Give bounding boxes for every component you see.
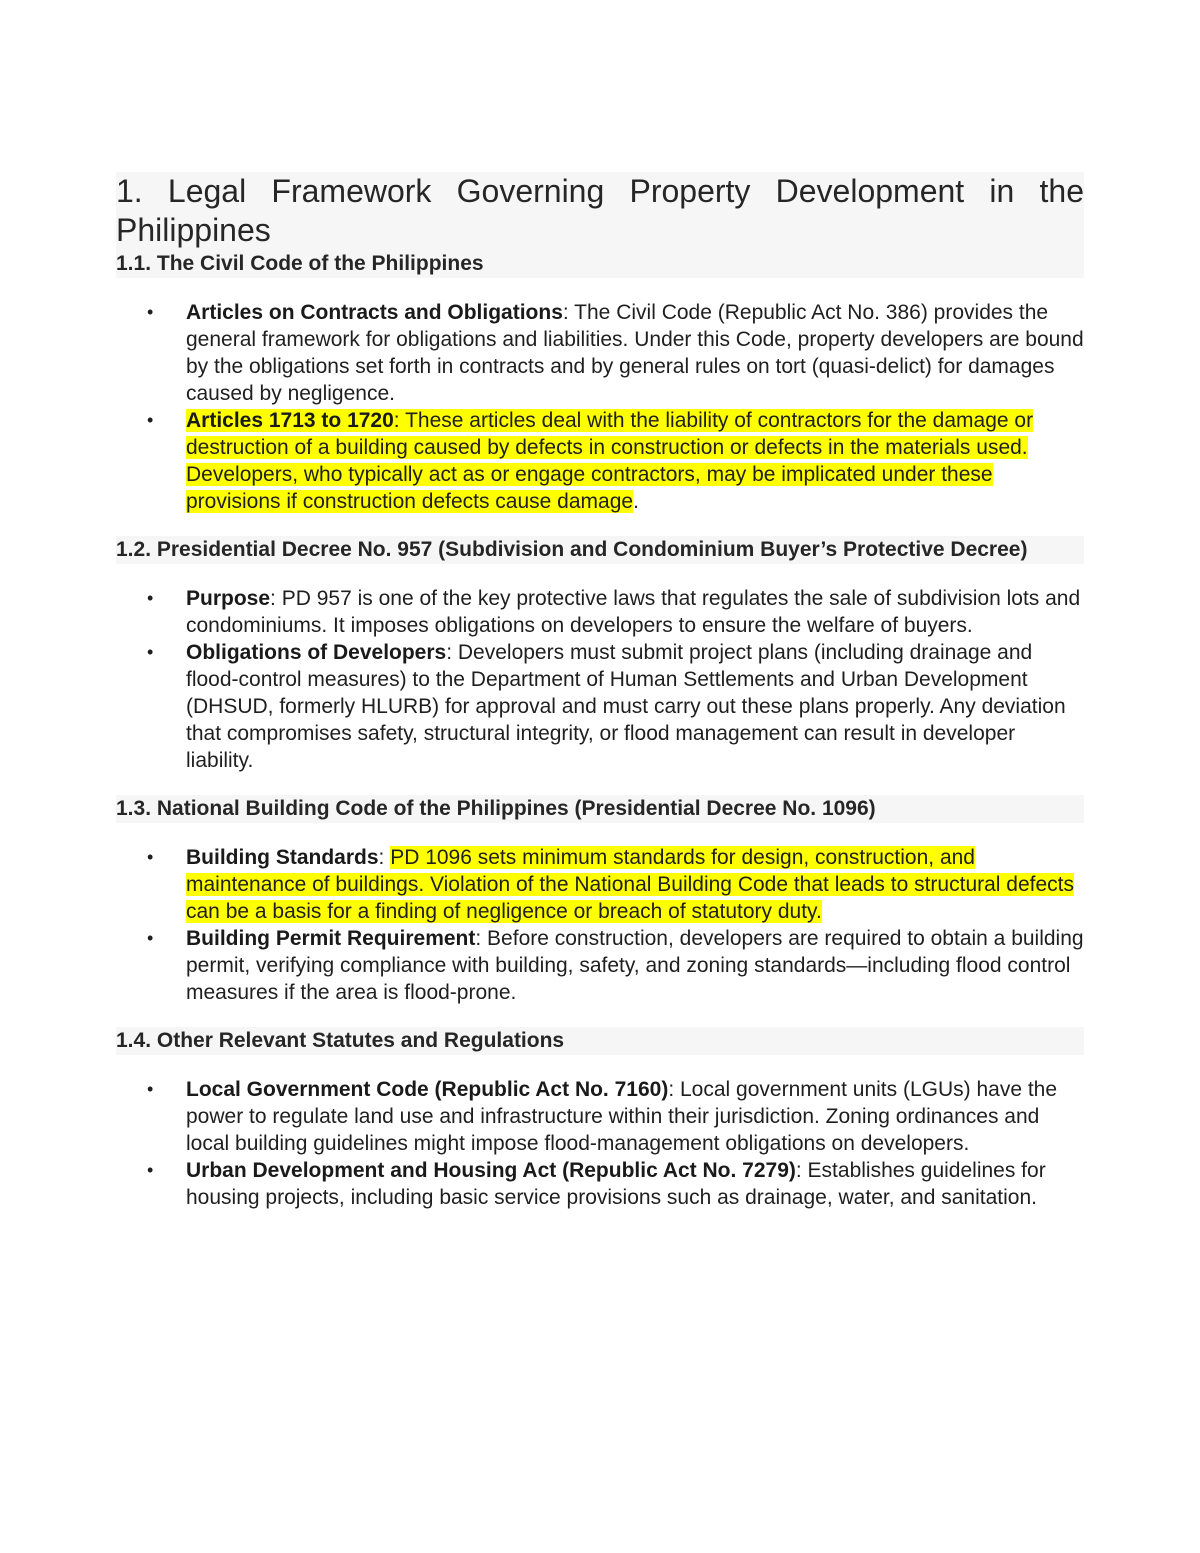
section-heading-1-3: 1.3. National Building Code of the Philippines (Presidential Decree No. 1096) [116, 797, 876, 820]
bullet-icon: • [147, 1079, 154, 1099]
section-heading-1-4: 1.4. Other Relevant Statutes and Regulations [116, 1029, 565, 1052]
item-term: Building Standards [186, 846, 379, 869]
item-term: Articles 1713 to 1720 [186, 409, 394, 432]
item-term: Obligations of Developers [186, 641, 447, 664]
document-page [116, 172, 1084, 1211]
section-heading-block [116, 536, 1084, 564]
bullet-icon: • [147, 642, 154, 662]
list-item [116, 639, 1084, 774]
section-1-3-list [116, 844, 1084, 1006]
list-item [116, 299, 1084, 407]
item-text: : Developers must submit project plans (including drainage and flood-control measures) to the Department of Human Settlements and Urban Development (DHSUD, formerly HLURB) for approval and must carry out these plans properly. Any deviation that compromises safety, structural integrity, or flood management can result in developer liability. [186, 641, 1066, 772]
item-term: Building Permit Requirement [186, 927, 476, 950]
section-1-1-list [116, 299, 1084, 515]
item-text: : Establishes guidelines for housing projects, including basic service provisions such as drainage, water, and sanitation. [186, 1159, 1046, 1209]
bullet-icon: • [147, 588, 154, 608]
list-item [116, 407, 1084, 515]
bullet-icon: • [147, 410, 154, 430]
section-1-4-list [116, 1076, 1084, 1211]
item-text: : Before construction, developers are required to obtain a building permit, verifying compliance with building, safety, and zoning standards—including flood control measures if the area is flood-prone. [186, 927, 1084, 1004]
item-text: : Local government units (LGUs) have the power to regulate land use and infrastructure within their jurisdiction. Zoning ordinances and local building guidelines might impose flood-management obligations on developers. [186, 1078, 1058, 1155]
list-item [116, 925, 1084, 1006]
section-heading-1-1: 1.1. The Civil Code of the Philippines [116, 252, 484, 275]
item-text: : PD 957 is one of the key protective laws that regulates the sale of subdivision lots and condominiums. It imposes obligations on developers to ensure the welfare of buyers. [186, 587, 1081, 637]
item-term: Local Government Code (Republic Act No. 7160) [186, 1078, 669, 1101]
item-term: Urban Development and Housing Act (Republic Act No. 7279) [186, 1159, 796, 1182]
section-heading-block [116, 795, 1084, 823]
section-heading-1-2: 1.2. Presidential Decree No. 957 (Subdivision and Condominium Buyer’s Protective Decree) [116, 538, 1028, 561]
list-item [116, 1157, 1084, 1211]
list-item [116, 1076, 1084, 1157]
highlighted-text [186, 409, 1033, 513]
section-heading-block [116, 1027, 1084, 1055]
item-text: : The Civil Code (Republic Act No. 386) provides the general framework for obligations and liabilities. Under this Code, property developers are bound by the obligations set forth in contracts and by general rules on tort (quasi-delict) for damages caused by negligence. [186, 301, 1084, 405]
item-term: Articles on Contracts and Obligations [186, 301, 563, 324]
highlighted-text: PD 1096 sets minimum standards for design, construction, and maintenance of buildings. Violation of the National Building Code that leads to structural defects can be a basis for a finding of negligence or breach of statutory duty. [186, 846, 1074, 923]
item-term: Purpose [186, 587, 271, 610]
bullet-icon: • [147, 928, 154, 948]
document-title: 1. Legal Framework Governing Property Development in the Philippines [116, 173, 1084, 248]
item-text-tail: . [633, 490, 639, 513]
bullet-icon: • [147, 1160, 154, 1180]
section-1-2-list [116, 585, 1084, 774]
item-text: : These articles deal with the liability of contractors for the damage or destruction of a building caused by defects in construction or defects in the materials used. Developers, who typically act as or engage contractors, may be implicated under these provisions if construction defects cause damage [186, 409, 1034, 513]
bullet-icon: • [147, 847, 154, 867]
bullet-icon: • [147, 302, 154, 322]
item-separator: : [378, 846, 391, 869]
document-title-block [116, 172, 1084, 278]
list-item [116, 844, 1084, 925]
list-item [116, 585, 1084, 639]
